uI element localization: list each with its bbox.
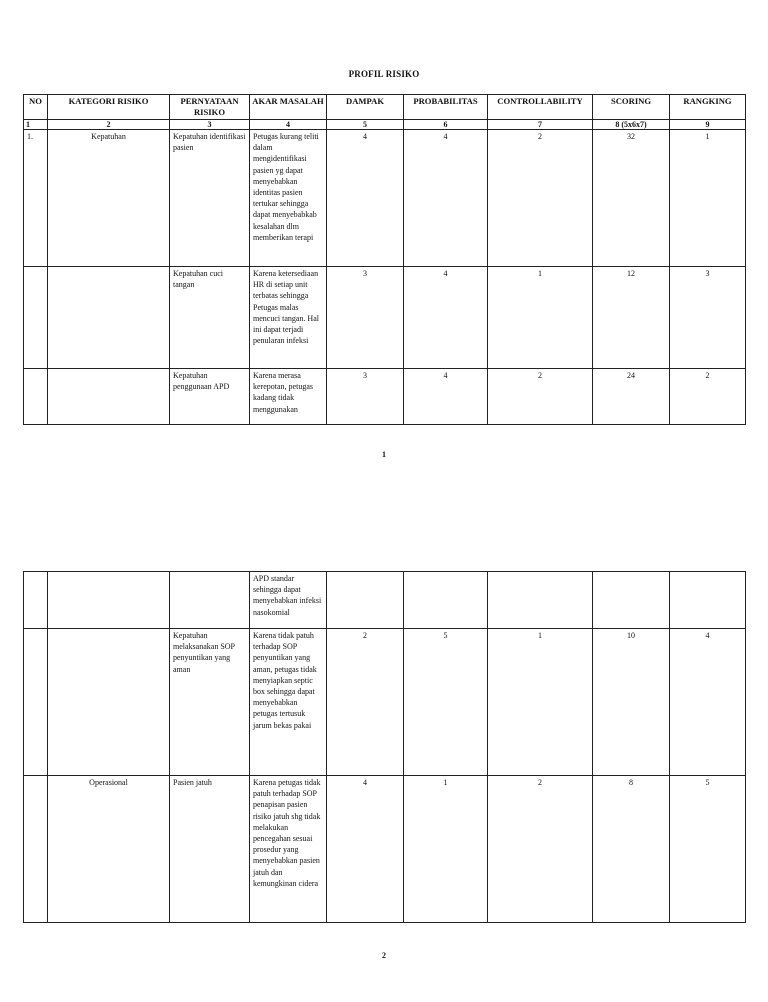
- cell-pernyataan: Kepatuhan identifikasi pasien: [170, 130, 250, 267]
- cell-no: [24, 572, 48, 629]
- cell-kategori: [48, 572, 170, 629]
- cell-rangking: 4: [670, 629, 746, 776]
- cell-akar-masalah: Karena petugas tidak patuh terhadap SOP penapisan pasien risiko jatuh shg tidak melakukan pencegahan sesuai prosedur yang menyebabkan pasien jatuh dan kemungkinan cidera: [250, 776, 327, 923]
- cell-scoring: 10: [593, 629, 670, 776]
- cell-rangking: 1: [670, 130, 746, 267]
- cell-no: [24, 776, 48, 923]
- cell-kategori: Kepatuhan: [48, 130, 170, 267]
- cell-akar-masalah: Karena tidak patuh terhadap SOP penyuntikan yang aman, petugas tidak menyiapkan septic box sehingga dapat menyebabkan petugas tertusuk jarum bekas pakai: [250, 629, 327, 776]
- table-row: [24, 267, 746, 369]
- cell-controllability: [488, 572, 593, 629]
- cell-pernyataan: [170, 572, 250, 629]
- page-number: 1: [382, 450, 386, 459]
- cell-no: [24, 369, 48, 425]
- col-number: 6: [404, 120, 488, 130]
- cell-scoring: [593, 572, 670, 629]
- cell-probabilitas: 4: [404, 130, 488, 267]
- cell-no: [24, 267, 48, 369]
- header-dampak: DAMPAK: [327, 95, 404, 120]
- cell-scoring: 24: [593, 369, 670, 425]
- cell-no: [24, 629, 48, 776]
- header-akar: AKAR MASALAH: [250, 95, 327, 120]
- table-row: [24, 629, 746, 776]
- col-number: 5: [327, 120, 404, 130]
- page-title: PROFIL RISIKO: [348, 69, 420, 79]
- risk-profile-table-page2: [23, 571, 746, 923]
- cell-scoring: 8: [593, 776, 670, 923]
- cell-rangking: 5: [670, 776, 746, 923]
- cell-dampak: 3: [327, 369, 404, 425]
- header-rangking: RANGKING: [670, 95, 746, 120]
- cell-probabilitas: 4: [404, 369, 488, 425]
- header-controllability: CONTROLLABILITY: [488, 95, 593, 120]
- risk-profile-table-page1: [23, 94, 746, 425]
- table-row: [24, 369, 746, 425]
- cell-pernyataan: Kepatuhan cuci tangan: [170, 267, 250, 369]
- table-row: [24, 130, 746, 267]
- header-no: NO: [24, 95, 48, 120]
- cell-probabilitas: 4: [404, 267, 488, 369]
- cell-akar-masalah: Petugas kurang teliti dalam mengidentifikasi pasien yg dapat menyebabkan identitas pasien tertukar sehingga dapat menyebabkab kesalahan dlm memberikan terapi: [250, 130, 327, 267]
- header-pernyataan: PERNYATAAN RISIKO: [170, 95, 250, 120]
- cell-kategori: [48, 267, 170, 369]
- cell-rangking: [670, 572, 746, 629]
- cell-rangking: 2: [670, 369, 746, 425]
- cell-akar-masalah: Karena merasa kerepotan, petugas kadang tidak menggunakan: [250, 369, 327, 425]
- table-row: [24, 572, 746, 629]
- col-number: 9: [670, 120, 746, 130]
- col-number: 8 (5x6x7): [593, 120, 670, 130]
- header-scoring: SCORING: [593, 95, 670, 120]
- cell-dampak: 4: [327, 776, 404, 923]
- cell-no: 1.: [24, 130, 48, 267]
- cell-controllability: 1: [488, 267, 593, 369]
- cell-dampak: 2: [327, 629, 404, 776]
- cell-kategori: [48, 629, 170, 776]
- cell-probabilitas: 1: [404, 776, 488, 923]
- cell-controllability: 2: [488, 369, 593, 425]
- cell-pernyataan: Kepatuhan melaksanakan SOP penyuntikan yang aman: [170, 629, 250, 776]
- cell-pernyataan: Pasien jatuh: [170, 776, 250, 923]
- cell-probabilitas: 5: [404, 629, 488, 776]
- cell-akar-masalah: APD standar sehingga dapat menyebabkan infeksi nasokomial: [250, 572, 327, 629]
- page-number: 2: [382, 951, 386, 960]
- cell-kategori: Operasional: [48, 776, 170, 923]
- cell-controllability: 1: [488, 629, 593, 776]
- cell-probabilitas: [404, 572, 488, 629]
- col-number: 4: [250, 120, 327, 130]
- cell-kategori: [48, 369, 170, 425]
- cell-dampak: 3: [327, 267, 404, 369]
- cell-pernyataan: Kepatuhan penggunaan APD: [170, 369, 250, 425]
- col-number: 2: [48, 120, 170, 130]
- cell-dampak: 4: [327, 130, 404, 267]
- cell-controllability: 2: [488, 776, 593, 923]
- cell-akar-masalah: Karena ketersediaan HR di setiap unit terbatas sehingga Petugas malas mencuci tangan. Hal ini dapat terjadi penularan infeksi: [250, 267, 327, 369]
- cell-scoring: 32: [593, 130, 670, 267]
- cell-scoring: 12: [593, 267, 670, 369]
- col-number: 3: [170, 120, 250, 130]
- cell-controllability: 2: [488, 130, 593, 267]
- header-row: [24, 95, 746, 120]
- cell-rangking: 3: [670, 267, 746, 369]
- col-number: 7: [488, 120, 593, 130]
- header-probabilitas: PROBABILITAS: [404, 95, 488, 120]
- column-number-row: [24, 120, 746, 130]
- header-kategori: KATEGORI RISIKO: [48, 95, 170, 120]
- cell-dampak: [327, 572, 404, 629]
- table-row: [24, 776, 746, 923]
- col-number: 1: [24, 120, 48, 130]
